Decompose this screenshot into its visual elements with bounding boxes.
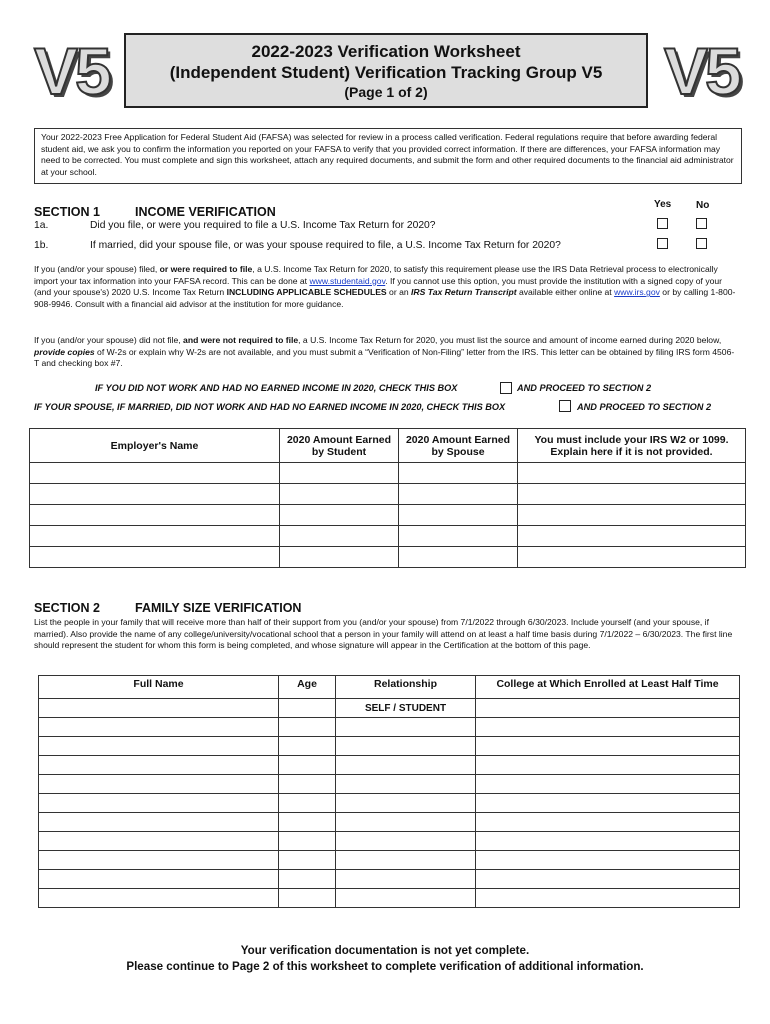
relationship-cell[interactable] [336,775,476,794]
name-cell[interactable] [39,870,279,889]
college-cell[interactable] [476,699,740,718]
age-cell[interactable] [279,756,336,775]
college-cell[interactable] [476,889,740,908]
relationship-cell[interactable] [336,756,476,775]
relationship-cell[interactable] [336,832,476,851]
employer-cell[interactable] [30,547,280,568]
p2-text-b: and were not required to file [183,335,299,345]
age-cell[interactable] [279,813,336,832]
table-row [30,505,746,526]
age-cell[interactable] [279,870,336,889]
college-cell[interactable] [476,718,740,737]
relationship-cell[interactable] [336,851,476,870]
v5-badge-right: V5 [664,34,739,108]
question-1a-no-checkbox[interactable] [696,218,707,229]
relationship-cell[interactable] [336,718,476,737]
no-income-spouse-proceed: AND PROCEED TO SECTION 2 [577,402,712,412]
p2-text-c: , a U.S. Income Tax Return for 2020, you must list the source and amount of income earned during 2020 below, [298,335,722,345]
family-size-instructions: List the people in your family that will receive more than half of their support from you (and/or your spouse) from 7/1/2022 through 6/30/2023. Include yourself (and your spouse, if married). Also provide the name of any college/university/vocational school that a person in your family will attend on at least a half time basis during 7/1/2022 – 6/30/2023. The first line should represent the student for whom this form is being completed, and whose signature will appear in the Certification at the bottom of this page. [34,617,733,651]
question-1b-number: 1b. [34,240,49,251]
college-cell[interactable] [476,756,740,775]
intro-notice: Your 2022-2023 Free Application for Federal Student Aid (FAFSA) was selected for review in a process called verification. Federal regulations require that before awarding federal student aid, we ask you to confirm the information you reported on your FAFSA to verify that you provided correct information. If there are differences, your FAFSA information may need to be corrected. You must complete and sign this worksheet, attach any required documents, and submit the form and other required documents to the financial aid administrator at your school. [34,128,742,184]
yes-column-label: Yes [654,199,672,210]
age-cell[interactable] [279,794,336,813]
age-cell[interactable] [279,832,336,851]
question-1b-no-checkbox[interactable] [696,238,707,249]
name-cell[interactable] [39,851,279,870]
question-1b-yes-checkbox[interactable] [657,238,668,249]
question-1a-text: Did you file, or were you required to file a U.S. Income Tax Return for 2020? [90,220,436,231]
no-column-label: No [696,200,710,211]
employer-cell[interactable] [30,463,280,484]
section1-number: SECTION 1 [34,205,100,219]
spouse-amount-cell[interactable] [399,547,518,568]
p1-text-i: or by calling 1-800-908-9946. Consult with a financial aid advisor at the institution for more guidance. [34,287,736,309]
college-cell[interactable] [476,775,740,794]
spouse-amount-cell[interactable] [399,526,518,547]
age-cell[interactable] [279,737,336,756]
worksheet-subtitle: (Independent Student) Verification Tracking Group V5 [169,63,603,82]
name-cell[interactable] [39,737,279,756]
employer-cell[interactable] [30,484,280,505]
employer-cell[interactable] [30,505,280,526]
no-income-student-checkbox[interactable] [500,382,512,394]
employer-cell[interactable] [30,526,280,547]
full-name-header: Full Name [39,676,279,699]
spouse-amount-cell[interactable] [399,484,518,505]
relationship-cell[interactable] [336,870,476,889]
question-1a-number: 1a. [34,220,49,231]
spouse-amount-cell[interactable] [399,463,518,484]
student-amount-header: 2020 Amount Earned by Student [280,429,399,463]
table-row [39,737,740,756]
table-row [39,832,740,851]
no-income-spouse-text: IF YOUR SPOUSE, IF MARRIED, DID NOT WORK AND HAD NO EARNED INCOME IN 2020, CHECK THIS BOX [34,402,506,412]
studentaid-link[interactable]: www.studentaid.gov [309,275,386,286]
tax-filer-instructions [34,264,739,310]
table-row [39,718,740,737]
worksheet-title: 2022-2023 Verification Worksheet [251,42,521,61]
relationship-cell[interactable] [336,813,476,832]
table-row [39,794,740,813]
no-income-spouse-checkbox[interactable] [559,400,571,412]
name-cell[interactable] [39,813,279,832]
footer-notice-line2: Please continue to Page 2 of this worksheet to complete verification of additional information. [126,960,644,973]
college-header: College at Which Enrolled at Least Half Time [476,676,740,699]
table-row [39,756,740,775]
p1-text-e: INCLUDING APPLICABLE SCHEDULES [226,287,387,298]
name-cell[interactable] [39,699,279,718]
age-cell[interactable] [279,889,336,908]
p2-text-d: provide copies [34,346,95,357]
title-box [124,33,648,108]
student-amount-cell[interactable] [280,505,399,526]
p1-text-a: If you (and/or your spouse) filed, [34,264,160,274]
no-income-student-proceed: AND PROCEED TO SECTION 2 [517,383,652,393]
spouse-amount-header: 2020 Amount Earned by Spouse [399,429,518,463]
relationship-header: Relationship [336,676,476,699]
no-income-student-text: IF YOU DID NOT WORK AND HAD NO EARNED INCOME IN 2020, CHECK THIS BOX [95,383,458,393]
college-cell[interactable] [476,737,740,756]
age-cell[interactable] [279,718,336,737]
table-row [39,813,740,832]
college-cell[interactable] [476,794,740,813]
explanation-cell[interactable] [518,463,746,484]
student-amount-cell[interactable] [280,526,399,547]
p1-text-b: or were required to file [159,264,253,274]
relationship-cell[interactable] [336,889,476,908]
table-row [39,889,740,908]
table-row [30,484,746,505]
name-cell[interactable] [39,718,279,737]
table-row [39,851,740,870]
question-1a-yes-checkbox[interactable] [657,218,668,229]
explanation-cell[interactable] [518,484,746,505]
explanation-cell[interactable] [518,547,746,568]
table-row [30,463,746,484]
college-cell[interactable] [476,870,740,889]
college-cell[interactable] [476,832,740,851]
p2-text-a: If you (and/or your spouse) did not file, [34,335,184,345]
college-cell[interactable] [476,851,740,870]
relationship-cell: SELF / STUDENT [336,699,476,718]
p2-text-e: of W-2s or explain why W-2s are not available, and you must submit a “Verification of Non-Filing” letter from the IRS. This letter can be obtained by filing IRS form 4506-T and checking box #7. [34,346,735,369]
employer-name-header: Employer's Name [30,429,280,463]
name-cell[interactable] [39,832,279,851]
relationship-cell[interactable] [336,794,476,813]
explanation-header: You must include your IRS W2 or 1099. Explain here if it is not provided. [518,429,746,463]
p1-text-f: or an [386,287,412,298]
table-row [39,870,740,889]
table-row [30,526,746,547]
p1-text-h: available either online at [516,287,615,298]
name-cell[interactable] [39,756,279,775]
v5-badge-left: V5 [34,34,109,108]
name-cell[interactable] [39,794,279,813]
explanation-cell[interactable] [518,505,746,526]
relationship-cell[interactable] [336,737,476,756]
page-indicator: (Page 1 of 2) [344,84,428,100]
table-row [39,699,740,718]
student-amount-cell[interactable] [280,463,399,484]
age-cell[interactable] [279,699,336,718]
table-row [39,775,740,794]
age-cell[interactable] [279,851,336,870]
name-cell[interactable] [39,775,279,794]
irs-link[interactable]: www.irs.gov [614,287,660,298]
p1-text-g: IRS Tax Return Transcript [411,287,517,298]
student-amount-cell[interactable] [280,547,399,568]
age-cell[interactable] [279,775,336,794]
section2-title: FAMILY SIZE VERIFICATION [135,601,302,615]
age-header: Age [279,676,336,699]
p1-text-c: , a U.S. Income Tax Return for 2020, to satisfy this requirement please use the IRS Data Retrieval process to electronically import your tax information into your FAFSA record. This can be done at [34,264,718,286]
section1-title: INCOME VERIFICATION [135,205,276,219]
non-filer-instructions [34,335,739,370]
table-row [30,547,746,568]
p1-text-d: . If you cannot use this option, you must provide the institution with a signed copy of your (and your spouse's) 2020 U.S. Income Tax Return [34,275,723,298]
spouse-amount-cell[interactable] [399,505,518,526]
section2-number: SECTION 2 [34,601,100,615]
family-table [38,675,740,908]
income-table [29,428,746,568]
college-cell[interactable] [476,813,740,832]
student-amount-cell[interactable] [280,484,399,505]
question-1b-text: If married, did your spouse file, or was your spouse required to file, a U.S. Income Tax Return for 2020? [90,240,561,251]
footer-notice-line1: Your verification documentation is not yet complete. [240,944,530,957]
name-cell[interactable] [39,889,279,908]
explanation-cell[interactable] [518,526,746,547]
